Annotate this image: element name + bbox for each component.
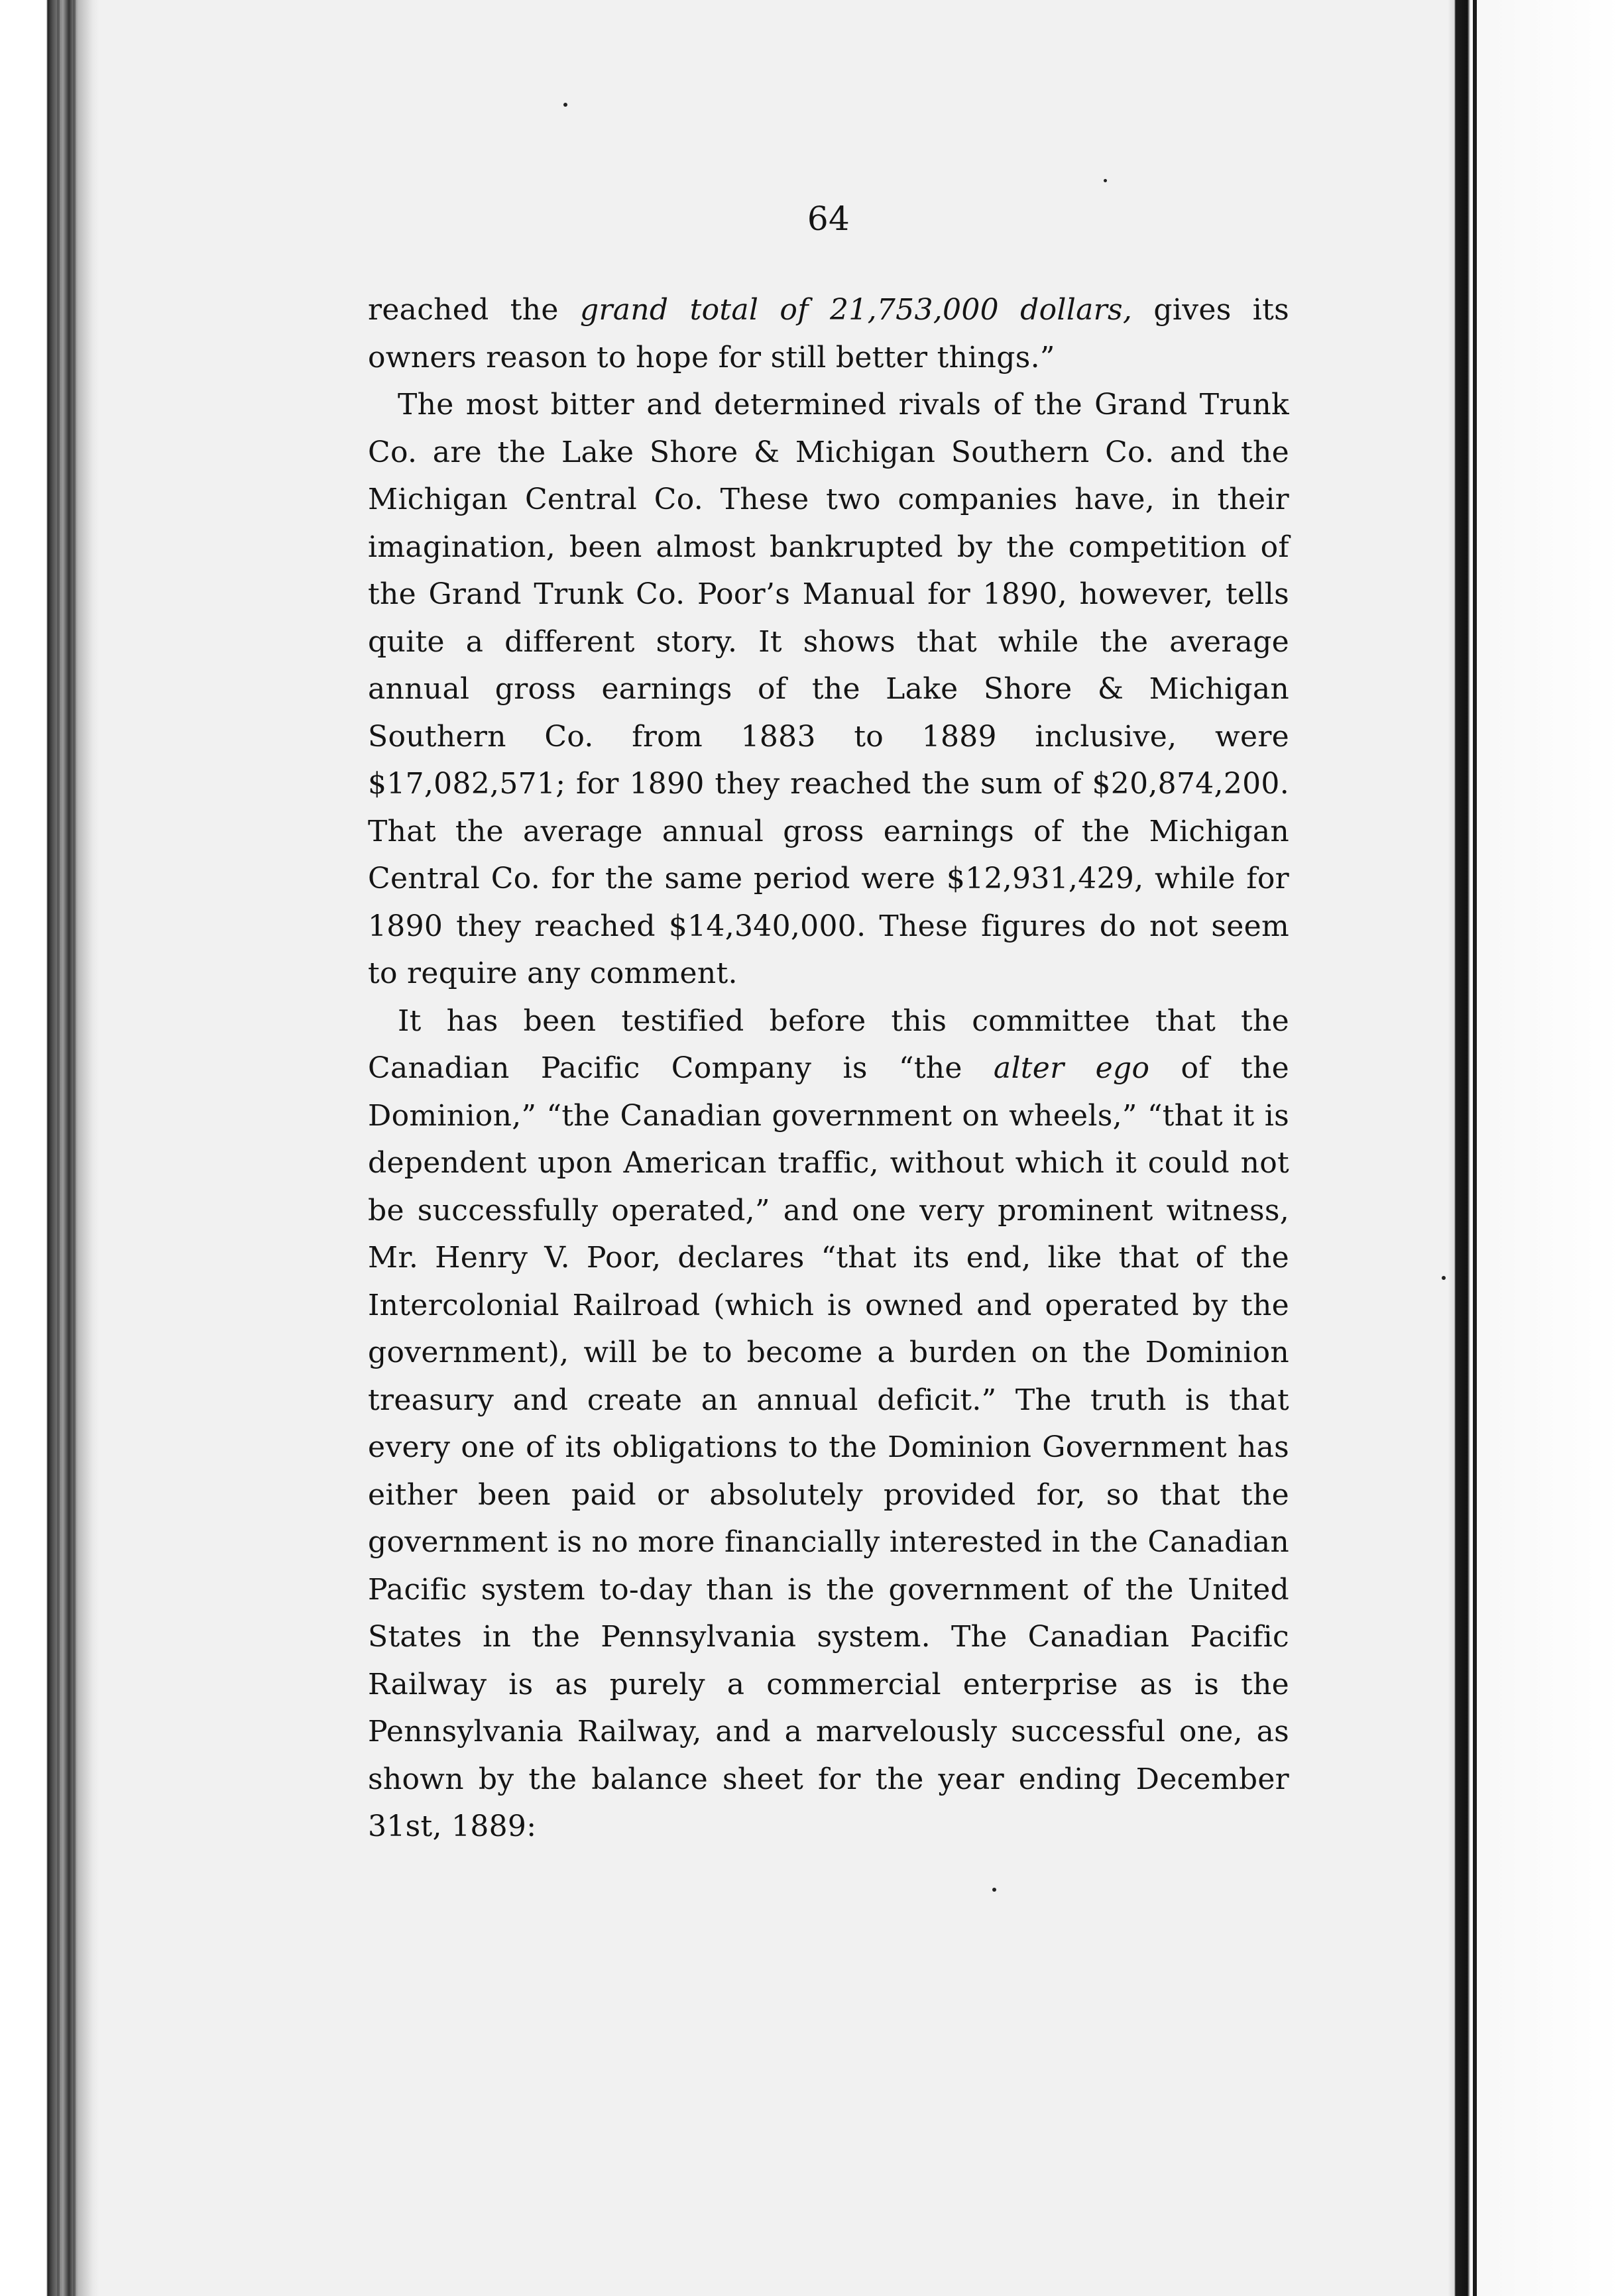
page-content: [368, 199, 1289, 1851]
text-run-italic: grand total of 21,753,000 dollars,: [579, 293, 1133, 327]
text-run: The most bitter and determined rivals of the Grand Trunk Co. are the Lake Shore & Michigan Southern Co. and the Michigan Central Co. These two companies have, in their imagination, been almost bankrupted by the competition of the Grand Trunk Co. Poor’s Manual for 1890, however, tells quite a different story. It shows that while the average annual gross earnings of the Lake Shore & Michigan Southern Co. from 1883 to 1889 inclusive, were $17,082,571; for 1890 they reached the sum of $20,874,200. That the average annual gross earnings of the Michigan Central Co. for the same period were $12,931,429, while for 1890 they reached $14,340,000. These figures do not seem to require any comment.: [368, 388, 1289, 990]
text-run: gives its owners reason to hope for still better things.”: [368, 293, 1290, 374]
facing-page-edge: [1448, 0, 1620, 2296]
spine-streak: [73, 0, 76, 2296]
page-number: 64: [807, 200, 850, 238]
spine-streak: [57, 0, 60, 2296]
text-run: It has been testified before this committee that the Canadian Pacific Company is “the: [368, 1004, 1289, 1085]
scan-speck: [992, 1888, 996, 1892]
paragraph: [368, 998, 1289, 1851]
scan-speck: [563, 103, 567, 107]
text-run-italic: alter ego: [993, 1051, 1150, 1085]
text-run: of the Dominion,” “the Canadian government on wheels,” “that it is dependent upon American traffic, without which it could not be successfully operated,” and one very prominent witness, Mr. Henry V. Poor, declares “that its end, like that of the Intercolonial Railroad (which is owned and operated by the government), will be to become a burden on the Dominion treasury and create an annual deficit.” The truth is that every one of its obligations to the Dominion Government has either been paid or absolutely provided for, so that the government is no more financially interested in the Canadian Pacific system to-day than is the government of the United States in the Pennsylvania system. The Canadian Pacific Railway is as purely a commercial enterprise as is the Pennsylvania Railway, and a marvelously successful one, as shown by the balance sheet for the year ending December 31st, 1889:: [368, 1051, 1289, 1843]
text-run: reached the: [368, 293, 580, 327]
facing-page-line: [1473, 0, 1477, 2296]
scan-speck: [1104, 179, 1107, 182]
paragraph: [368, 286, 1289, 381]
paragraph: [368, 381, 1289, 998]
scan-speck: [1442, 1276, 1446, 1280]
book-spine-edge: [0, 0, 99, 2296]
